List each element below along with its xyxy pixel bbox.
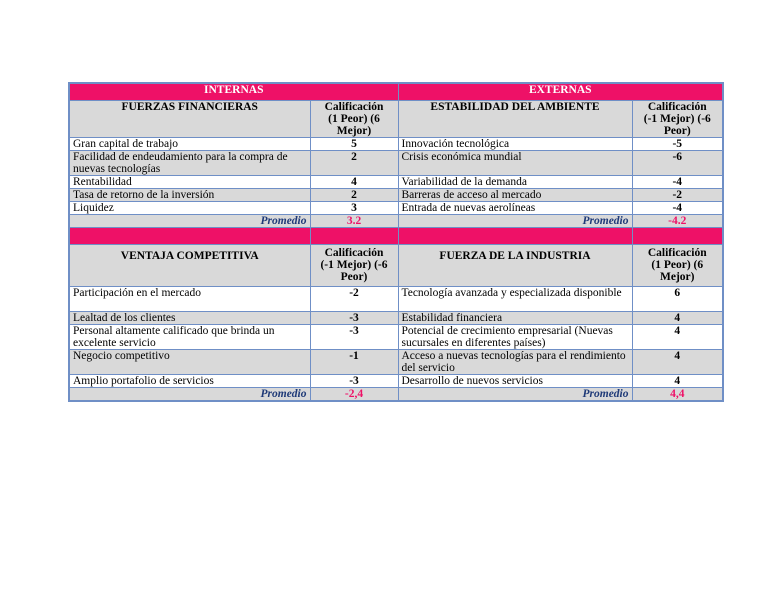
factor-value: 2 bbox=[310, 189, 398, 202]
factor-label: Innovación tecnológica bbox=[398, 138, 632, 151]
factor-value: 6 bbox=[632, 287, 723, 312]
table-row bbox=[69, 202, 723, 215]
strategic-position-matrix bbox=[68, 82, 724, 402]
factor-label: Negocio competitivo bbox=[69, 350, 310, 375]
factor-label: Amplio portafolio de servicios bbox=[69, 375, 310, 388]
average-row bbox=[69, 215, 723, 228]
factor-value: 4 bbox=[310, 176, 398, 189]
table-row bbox=[69, 138, 723, 151]
factor-value: 5 bbox=[310, 138, 398, 151]
promedio-label: Promedio bbox=[69, 215, 310, 228]
factor-label: Facilidad de endeudamiento para la compra de nuevas tecnologías bbox=[69, 151, 310, 176]
table-row bbox=[69, 375, 723, 388]
factor-label: Estabilidad financiera bbox=[398, 312, 632, 325]
table-row bbox=[69, 312, 723, 325]
factor-value: 4 bbox=[632, 325, 723, 350]
calificacion-header-fi bbox=[632, 245, 723, 287]
table-row bbox=[69, 189, 723, 202]
separator-row bbox=[69, 228, 723, 245]
promedio-label: Promedio bbox=[398, 215, 632, 228]
factor-label: Entrada de nuevas aerolíneas bbox=[398, 202, 632, 215]
factor-label: Crisis económica mundial bbox=[398, 151, 632, 176]
factor-value: -3 bbox=[310, 325, 398, 350]
factor-value: 2 bbox=[310, 151, 398, 176]
promedio-value: -4.2 bbox=[632, 215, 723, 228]
factor-label: Liquidez bbox=[69, 202, 310, 215]
separator-cell bbox=[310, 228, 398, 245]
factor-label: Acceso a nuevas tecnologías para el rendimiento del servicio bbox=[398, 350, 632, 375]
factor-value: -5 bbox=[632, 138, 723, 151]
table-row bbox=[69, 325, 723, 350]
promedio-value: 4,4 bbox=[632, 388, 723, 402]
factor-value: 3 bbox=[310, 202, 398, 215]
section-title-row bbox=[69, 245, 723, 287]
separator-cell bbox=[69, 228, 310, 245]
factor-label: Rentabilidad bbox=[69, 176, 310, 189]
factor-label: Tecnología avanzada y especializada disponible bbox=[398, 287, 632, 312]
separator-cell bbox=[632, 228, 723, 245]
factor-value: -4 bbox=[632, 176, 723, 189]
cal-line2: (-1 Mejor) (-6 Peor) bbox=[320, 259, 388, 283]
factor-value: -1 bbox=[310, 350, 398, 375]
cal-line2: (1 Peor) (6 Mejor) bbox=[651, 259, 704, 283]
cal-line1: Calificación bbox=[647, 101, 707, 113]
separator-cell bbox=[398, 228, 632, 245]
promedio-value: -2,4 bbox=[310, 388, 398, 402]
table-row bbox=[69, 176, 723, 189]
section-title-row bbox=[69, 101, 723, 138]
cal-line1: Calificación bbox=[647, 247, 707, 259]
factor-value: 4 bbox=[632, 350, 723, 375]
factor-value: -6 bbox=[632, 151, 723, 176]
section-title-fuerza-industria: FUERZA DE LA INDUSTRIA bbox=[398, 245, 632, 287]
section-title-fuerzas-financieras: FUERZAS FINANCIERAS bbox=[69, 101, 310, 138]
factor-label: Participación en el mercado bbox=[69, 287, 310, 312]
factor-value: -2 bbox=[310, 287, 398, 312]
factor-value: 4 bbox=[632, 312, 723, 325]
calificacion-header-ea bbox=[632, 101, 723, 138]
factor-value: -3 bbox=[310, 312, 398, 325]
cal-line2: (1 Peor) (6 Mejor) bbox=[328, 113, 380, 137]
promedio-label: Promedio bbox=[398, 388, 632, 402]
calificacion-header-vc bbox=[310, 245, 398, 287]
cal-line1: Calificación bbox=[324, 247, 384, 259]
factor-label: Desarrollo de nuevos servicios bbox=[398, 375, 632, 388]
table-row bbox=[69, 151, 723, 176]
factor-label: Lealtad de los clientes bbox=[69, 312, 310, 325]
average-row bbox=[69, 388, 723, 402]
factor-value: -3 bbox=[310, 375, 398, 388]
table-row bbox=[69, 350, 723, 375]
header-row bbox=[69, 83, 723, 101]
section-title-ventaja-competitiva: VENTAJA COMPETITIVA bbox=[69, 245, 310, 287]
factor-value: -4 bbox=[632, 202, 723, 215]
factor-label: Personal altamente calificado que brinda un excelente servicio bbox=[69, 325, 310, 350]
header-internas: INTERNAS bbox=[69, 83, 398, 101]
factor-value: -2 bbox=[632, 189, 723, 202]
calificacion-header-ff bbox=[310, 101, 398, 138]
header-externas: EXTERNAS bbox=[398, 83, 723, 101]
section-title-estabilidad-ambiente: ESTABILIDAD DEL AMBIENTE bbox=[398, 101, 632, 138]
factor-label: Potencial de crecimiento empresarial (Nuevas sucursales en diferentes países) bbox=[398, 325, 632, 350]
factor-label: Barreras de acceso al mercado bbox=[398, 189, 632, 202]
factor-label: Variabilidad de la demanda bbox=[398, 176, 632, 189]
table-row bbox=[69, 287, 723, 312]
factor-label: Tasa de retorno de la inversión bbox=[69, 189, 310, 202]
promedio-value: 3.2 bbox=[310, 215, 398, 228]
promedio-label: Promedio bbox=[69, 388, 310, 402]
cal-line1: Calificación bbox=[324, 101, 384, 113]
factor-value: 4 bbox=[632, 375, 723, 388]
cal-line2: (-1 Mejor) (-6 Peor) bbox=[643, 113, 711, 137]
factor-label: Gran capital de trabajo bbox=[69, 138, 310, 151]
